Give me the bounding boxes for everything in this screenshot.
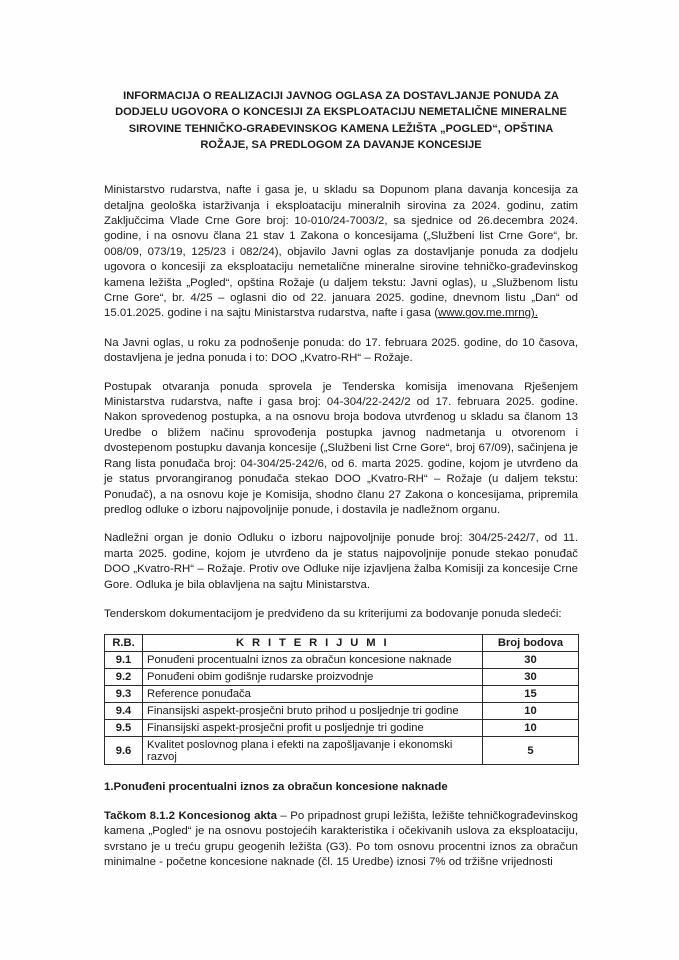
paragraph-bid-deadline: Na Javni oglas, u roku za podnošenje ponuda: do 17. februara 2025. godine, do 10 časova, dostavljena je jedna ponuda i to: DOO „Kvatro-RH“ – Rožaje.: [104, 336, 578, 365]
cell-points: 5: [483, 737, 579, 765]
cell-points: 15: [483, 686, 579, 703]
table-row: [105, 737, 579, 765]
paragraph-1-text: Ministarstvo rudarstva, nafte i gasa je, u skladu sa Dopunom plana davanja koncesija za detaljna geološka istarživanja i eksploataciju mineralnih sirovina za 2024. godinu, zatim Zaključcima Vlade Crne Gore broj: 10-010/24-7003/2, sa sjednice od 26.decembra 2024. godine, i na osnovu člana 21 stav 1 Zakona o koncesijama („Službeni list Crne Gore“, br. 008/09, 073/19, 125/23 i 082/24), objavilo Javni oglas za dostavljanje ponuda za dodjelu ugovora o koncesiji za eksploataciju nemetalične mineralne sirovine tehničko-građevinskog kamena ležišta „Pogled“, opština Rožaje (u daljem tekstu: Javni oglas), u „Službenom listu Crne Gore“, br. 4/25 – oglasni dio od 22. januara 2025. godine, dnevnom listu „Dan“ od 15.01.2025. godine i na sajtu Ministarstva rudarstva, nafte i gasa (: [104, 184, 578, 320]
concession-act-reference: Tačkom 8.1.2 Koncesionog akta: [104, 809, 277, 822]
cell-criteria: Ponuđeni procentualni iznos za obračun koncesione naknade: [143, 652, 483, 669]
cell-criteria: Ponuđeni obim godišnje rudarske proizvodnje: [143, 669, 483, 686]
cell-rb: 9.5: [105, 720, 143, 737]
paragraph-ministry-intro: [104, 183, 578, 322]
table-row: [105, 652, 579, 669]
column-header-points: Broj bodova: [483, 635, 579, 652]
spacer: [104, 593, 578, 607]
cell-criteria: Kvalitet poslovnog plana i efekti na zapošljavanje i ekonomski razvoj: [143, 737, 483, 765]
spacer: [104, 518, 578, 531]
paragraph-criteria-intro: Tenderskom dokumentacijom je predviđeno da su kriterijumi za bodovanje ponuda sledeći:: [104, 607, 562, 620]
column-header-rb: R.B.: [105, 635, 143, 652]
title-line-1: INFORMACIJA O REALIZACIJI JAVNOG OGLASA ZA DOSTAVLJANJE PONUDA ZA: [123, 90, 559, 102]
page-title: [104, 0, 578, 153]
cell-points: 10: [483, 720, 579, 737]
column-header-criteria: K R I T E R I J U M I: [143, 635, 483, 652]
paragraph-decision: Nadležni organ je donio Odluku o izboru najpovoljnije ponude broj: 304/25-242/7, od 11. marta 2025. godine, kojom je utvrđeno da je status najpovoljnije ponude stekao ponuđač DOO „Kvatro-RH“ – Rožaje. Protiv ove Odluke nije izjavljena žalba Komisiji za koncesije Crne Gore. Odluka je bila oblavljena na sajtu Ministarstva.: [104, 532, 578, 591]
cell-rb: 9.4: [105, 703, 143, 720]
cell-points: 10: [483, 703, 579, 720]
spacer: [104, 796, 578, 809]
document-content: [104, 0, 578, 870]
cell-rb: 9.1: [105, 652, 143, 669]
title-line-2: DODJELU UGOVORA O KONCESIJI ZA EKSPLOATACIJU NEMETALIČNE MINERALNE: [115, 106, 567, 119]
paragraph-tender-commission: Postupak otvaranja ponuda sprovela je Tenderska komisija imenovana Rješenjem Ministarstva rudarstva, nafte i gasa broj: 04-304/22-242/2 od 17. februara 2025. godine. Nakon sprovedenog postupka, a na osnovu broja bodova utvrđenog u skladu sa članom 13 Uredbe o bližem načinu sprovođenja postupka javnog nadmetanja u otvorenom i dvostepenom postupku davanja koncesije („Službeni list Crne Gore“, broj 67/09), sačinjena je Rang lista ponuđača broj: 04-304/25-242/6, od 6. marta 2025. godine, kojom je utvrđeno da je status prvorangiranog ponuđača stekao DOO „Kvatro-RH“ – Rožaje (u daljem tekstu: Ponuđač), a na osnovu koje je Komisija, shodno članu 27 Zakona o koncesijama, pripremila predlog odluke o izboru najpovoljnije ponude, i dostavila je nadležnom organu.: [104, 380, 578, 516]
cell-points: 30: [483, 652, 579, 669]
table-row: [105, 720, 579, 737]
ministry-website-link[interactable]: www.gov.me.mrng).: [438, 307, 538, 320]
table-row: [105, 669, 579, 686]
title-line-3: SIROVINE TEHNIČKO-GRAĐEVINSKOG KAMENA LEŽIŠTA „POGLED“, OPŠTINA: [128, 122, 554, 135]
paragraph-concession-act: [104, 809, 578, 871]
cell-rb: 9.6: [105, 737, 143, 765]
cell-rb: 9.2: [105, 669, 143, 686]
spacer: [104, 322, 578, 336]
table-row: [105, 686, 579, 703]
cell-criteria: Reference ponuđača: [143, 686, 483, 703]
cell-criteria: Finansijski aspekt-prosječni profit u posljednje tri godine: [143, 720, 483, 737]
cell-points: 30: [483, 669, 579, 686]
spacer: [104, 765, 578, 780]
criteria-table: [104, 634, 579, 765]
concession-act-text: – Po pripadnost grupi ležišta, ležište tehničkograđevinskog kamena „Pogled“ je na osnovu postojećih karakteristika i očekivanih uslova za eksploataciju, svrstano je u treću grupu geogenih ležišta (G3). Po tom osnovu procentni iznos za obračun minimalne - početne koncesione naknade (čl. 15 Uredbe) iznosi 7% od tržišne vrijednosti: [104, 809, 578, 868]
section-heading-1: 1.Ponuđeni procentualni iznos za obračun koncesione naknade: [104, 781, 448, 794]
cell-criteria: Finansijski aspekt-prosječni bruto prihod u posljednje tri godine: [143, 703, 483, 720]
table-body: [105, 652, 579, 765]
spacer: [104, 622, 578, 634]
table-header-row: [105, 635, 579, 652]
cell-rb: 9.3: [105, 686, 143, 703]
spacer: [104, 153, 578, 183]
title-line-4: ROŽAJE, SA PREDLOGOM ZA DAVANJE KONCESIJE: [200, 138, 482, 151]
spacer: [104, 367, 578, 380]
table-header: [105, 635, 579, 652]
table-row: [105, 703, 579, 720]
